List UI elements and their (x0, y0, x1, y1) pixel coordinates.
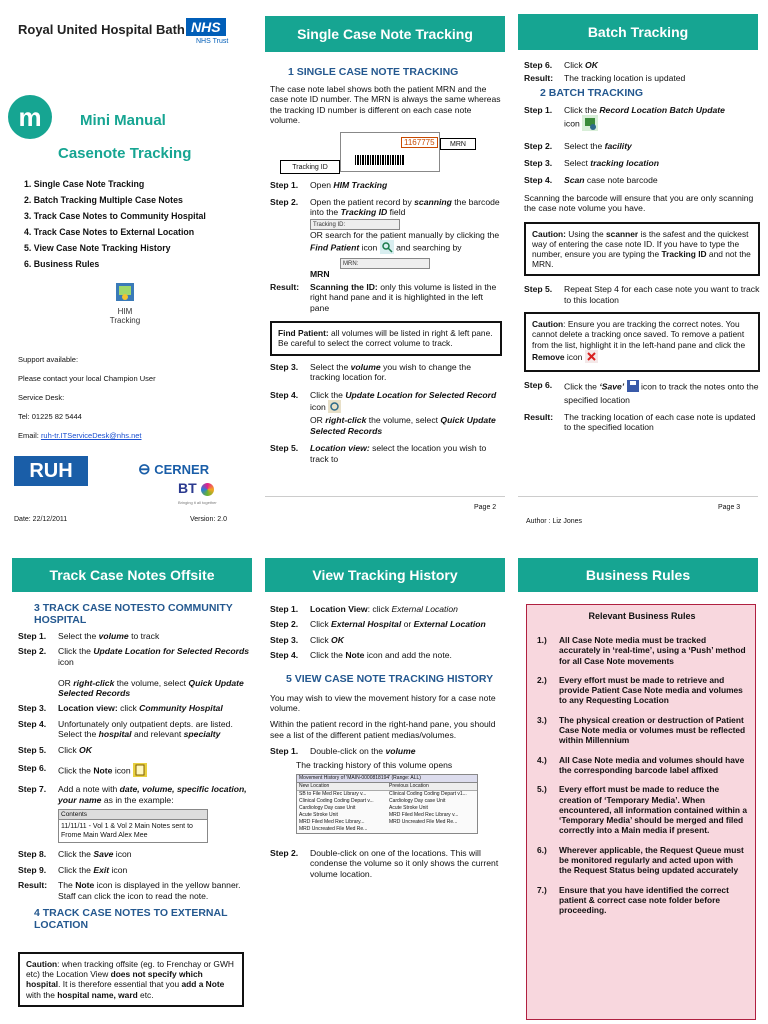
section-header: Business Rules (518, 558, 758, 592)
support-info (18, 350, 156, 445)
table-row[interactable]: MRD Filed Med Rec Library... MRD Uncreated File Med Re... (299, 819, 458, 826)
step-9: Step 9. Click the Exit icon (18, 864, 128, 875)
toc-item: 6. Business Rules (24, 259, 100, 269)
date: Date: 22/12/2011 (14, 516, 68, 523)
table-row[interactable]: SB to File Med Rec Library v... Clinical Coding Coding Depart v1... (299, 791, 467, 798)
case-note-label (340, 132, 440, 172)
nhs-trust: NHS Trust (196, 38, 229, 45)
tracking-id-field[interactable]: Tracking ID: (310, 219, 400, 230)
toc-item: 3. Track Case Notes to Community Hospital (24, 211, 206, 221)
page-number: Page 2 (474, 504, 497, 511)
batch-step-2: Step 2. Select the facility (524, 140, 632, 151)
step-5: Step 5. Click OK (18, 744, 92, 755)
note-icon[interactable] (133, 763, 147, 779)
step-4: Step 4. Unfortunately only outpatient depts. are listed. Select the hospital and relevant specialty (18, 718, 233, 740)
section-header: Single Case Note Tracking (265, 16, 505, 52)
table-row[interactable]: Acute Stroke Unit MRD Filed Med Rec Library v... (299, 812, 459, 819)
rules-box (526, 604, 756, 1020)
support-line: Service Desk: (18, 393, 65, 402)
support-line: Please contact your local Champion User (18, 374, 156, 383)
page-number: Page 3 (718, 504, 741, 511)
bt-logo (178, 480, 214, 496)
section-title: 5 VIEW CASE NOTE TRACKING HISTORY (286, 672, 494, 685)
rule-item: 5.) Every effort must be made to reduce the creation of ‘Temporary Media’. When encountered, all information contained within a ‘Temporary Media’ should be merged and filed correctly into a Main media if present. (537, 784, 747, 836)
barcode-icon (355, 155, 405, 165)
section-title: 3 TRACK CASE NOTESTO COMMUNITY HOSPITAL (34, 602, 233, 626)
section-title: 4 TRACK CASE NOTES TO EXTERNAL LOCATION (34, 906, 228, 931)
rule-item: 1.) All Case Note media must be tracked accurately in ‘real-time’, using a ‘Push’ method for all Case Note movements (537, 635, 746, 666)
cover-panel (0, 0, 256, 530)
step-2: Step 2. Click the Update Location for Selected Records icon OR right-click the volume, select Quick Update Selected Records (18, 646, 250, 699)
remove-icon[interactable] (585, 350, 598, 365)
batch-tracking-panel (514, 0, 768, 530)
batch-update-icon[interactable] (582, 115, 598, 133)
step-5: Step 5. Location view: select the location you wish to track to (270, 443, 487, 464)
find-patient-note: Find Patient: all volumes will be listed in right & left pane. Be careful to select the correct volume to track. (270, 321, 502, 355)
org-name: Royal United Hospital Bath (18, 22, 185, 37)
rule-item: 4.) All Case Note media and volumes should have the corresponding barcode label affixed (537, 754, 745, 775)
bt-text: BT (178, 480, 197, 496)
table-row[interactable]: MRD Uncreated File Med Re... (299, 826, 368, 833)
him-label: HIM (117, 307, 133, 316)
table-row[interactable]: Clinical Coding Coding Depart v... Cardiology Day case Unit (299, 798, 446, 805)
scan-note: Scanning the barcode will ensure that you are only scanning the case note volume you have. (524, 192, 754, 214)
cerner-logo: ⊖ CERNER (138, 461, 210, 478)
nhs-logo: NHS (186, 18, 226, 36)
caution-remove: Caution: Ensure you are tracking the correct notes. You cannot delete a tracking once saved. To remove a patient from the list, highlight it in the left-hand pane and click the Remove icon (524, 312, 760, 372)
support-line: Tel: 01225 82 5444 (18, 412, 82, 421)
toc-item: 2. Batch Tracking Multiple Case Notes (24, 195, 183, 205)
m-logo-icon: m (8, 95, 52, 139)
section-header: View Tracking History (265, 558, 505, 592)
step-3: Step 3. Location view: click Community Hospital (18, 703, 223, 714)
batch-step-3: Step 3. Select tracking location (524, 158, 660, 169)
note-example (58, 809, 208, 843)
mrn-field[interactable]: MRN: (340, 258, 430, 269)
section-title: 1 SINGLE CASE NOTE TRACKING (288, 66, 459, 78)
step-7: Step 7. Add a note with date, volume, specific location, your name as in the example: (18, 784, 247, 805)
history-step-2: Step 2. Double-click on one of the locations. This will condense the volume so it only shows the current volume location. (270, 848, 499, 879)
table-title: Movement History of 'MAIN-0000818194' (Range: ALL) (297, 775, 477, 783)
single-tracking-panel (262, 0, 508, 530)
step-4: Step 4. Click the Note icon and add the note. (270, 650, 452, 661)
toc-item: 5. View Case Note Tracking History (24, 243, 171, 253)
section-header: Track Case Notes Offsite (12, 558, 252, 592)
caution-scanner: Caution: Using the scanner is the safest and the quickest way of entering the case note ID. If you have to type the number, ensure you are typing the Tracking ID and not the MRN. (524, 222, 760, 277)
cover-subtitle: Casenote Tracking (58, 145, 192, 162)
column-header[interactable]: New Location (299, 783, 330, 790)
batch-result: Result: The tracking location of each case note is updated to the specified location (524, 411, 756, 433)
business-rules-panel (514, 548, 768, 1024)
history-text-2: Within the patient record in the right-hand pane, you should see a list of the different patient medias/volumes. (270, 719, 496, 740)
mrn-callout: MRN (440, 138, 476, 150)
rule-item: 3.) The physical creation or destruction of Patient Case Note media or volumes must be reflected within Millennium (537, 714, 746, 746)
history-panel (262, 548, 508, 1024)
tracking-id-callout: Tracking ID (280, 160, 340, 174)
toc-item: 1. Single Case Note Tracking (24, 179, 145, 189)
batch-step-6: Step 6. Click the ‘Save’ icon to track the notes onto the specified location (524, 380, 759, 405)
rule-item: 2.) Every effort must be made to retrieve and provide Patient Case Note media and volumes to any Requesting Location (537, 674, 743, 706)
result: Result: The Note icon is displayed in the yellow banner. Staff can click the icon to read the note. (18, 880, 241, 901)
history-opens: The tracking history of this volume opens (296, 759, 453, 770)
tracking-label: Tracking (109, 316, 141, 325)
note-text: 11/11/11 - Vol 1 & Vol 2 Main Notes sent to Frome Main Ward Alex Mee (61, 823, 193, 840)
history-text-1: You may wish to view the movement history for a case note volume. (270, 692, 496, 714)
section-header: Batch Tracking (518, 14, 758, 50)
intro-text: The case note label shows both the patient MRN and the case note ID number. The MRN is always the same whereas the tracking ID number is different on each case note volume. (270, 84, 501, 126)
step-1: Step 1. Select the volume to track (18, 631, 160, 641)
step-6: Step 6. Click the Note icon (18, 763, 250, 779)
bt-tagline: Bringing it all together (178, 500, 217, 505)
rules-title: Relevant Business Rules (588, 611, 696, 621)
batch-step-1: Step 1. Click the Record Location Batch Update icon (524, 105, 760, 134)
email-label: Email: (18, 431, 39, 440)
movement-history-table (296, 774, 478, 834)
support-line: Support available: (18, 355, 79, 364)
step-1: Step 1. Open HIM Tracking (270, 179, 388, 190)
step-3: Step 3. Click OK (270, 634, 344, 645)
section-title: 2 BATCH TRACKING (540, 86, 644, 99)
batch-step-5: Step 5. Repeat Step 4 for each case note you want to track to this location (524, 284, 760, 305)
table-row[interactable]: Cardiology Day case Unit Acute Stroke Unit (299, 805, 428, 812)
rule-item: 7.) Ensure that you have identified the correct patient & correct case note folder before proceeding. (537, 884, 729, 916)
ruh-logo: RUH (14, 456, 88, 486)
batch-step-4: Step 4. Scan case note barcode (524, 175, 658, 186)
step-6: Step 6. Click OK (524, 60, 598, 70)
cerner-text: CERNER (154, 462, 210, 477)
step-2: Step 2. Open the patient record by scanning the barcode into the Tracking ID field Tracking ID: OR search for the patient manually by clicking the Find Patient icon and searching by MRN: MRN (270, 197, 500, 279)
step-2: Step 2. Click External Hospital or External Location (270, 619, 486, 630)
label-diagram (270, 130, 502, 180)
step-3: Step 3. Select the volume you wish to change the tracking location for. (270, 361, 471, 383)
save-icon[interactable] (627, 380, 639, 394)
column-header[interactable]: Previous Location (389, 783, 429, 790)
caution-offsite: Caution: when tracking offsite (eg. to Frenchay or GWH etc) the Location View does not specify which hospital. It is therefore essential that you add a Note with the hospital name, ward etc. (18, 952, 244, 1007)
find-patient-icon[interactable] (380, 240, 394, 256)
rule-item: 6.) Wherever applicable, the Request Queue must be monitored regularly and acted upon with the Request Status being updated accurately (537, 844, 744, 876)
result: Result: Scanning the ID: only this volume is listed in the right hand pane and it is highlighted in the left pane (270, 282, 497, 313)
mrn-number: 1167775 (401, 137, 438, 148)
step-4: Step 4. Click the Update Location for Selected Record icon OR right-click the volume, select Quick Update Selected Records (270, 389, 497, 436)
toc-list (24, 176, 206, 272)
offsite-panel (0, 548, 256, 1024)
history-step-1: Step 1. Double-click on the volume (270, 746, 416, 757)
step-1: Step 1. Location View: click External Location (270, 604, 458, 614)
result: Result: The tracking location is updated (524, 73, 686, 84)
author: Author : Liz Jones (526, 518, 583, 525)
email-link[interactable]: ruh-tr.ITServiceDesk@nhs.net (40, 431, 142, 440)
step-8: Step 8. Click the Save icon (18, 849, 132, 860)
version: Version: 2.0 (190, 516, 227, 523)
him-tracking-icon (100, 282, 150, 325)
update-location-icon[interactable] (328, 400, 341, 415)
contents-header: Contents (59, 810, 207, 820)
toc-item: 4. Track Case Notes to External Location (24, 227, 195, 237)
cover-title: Mini Manual (80, 112, 166, 129)
